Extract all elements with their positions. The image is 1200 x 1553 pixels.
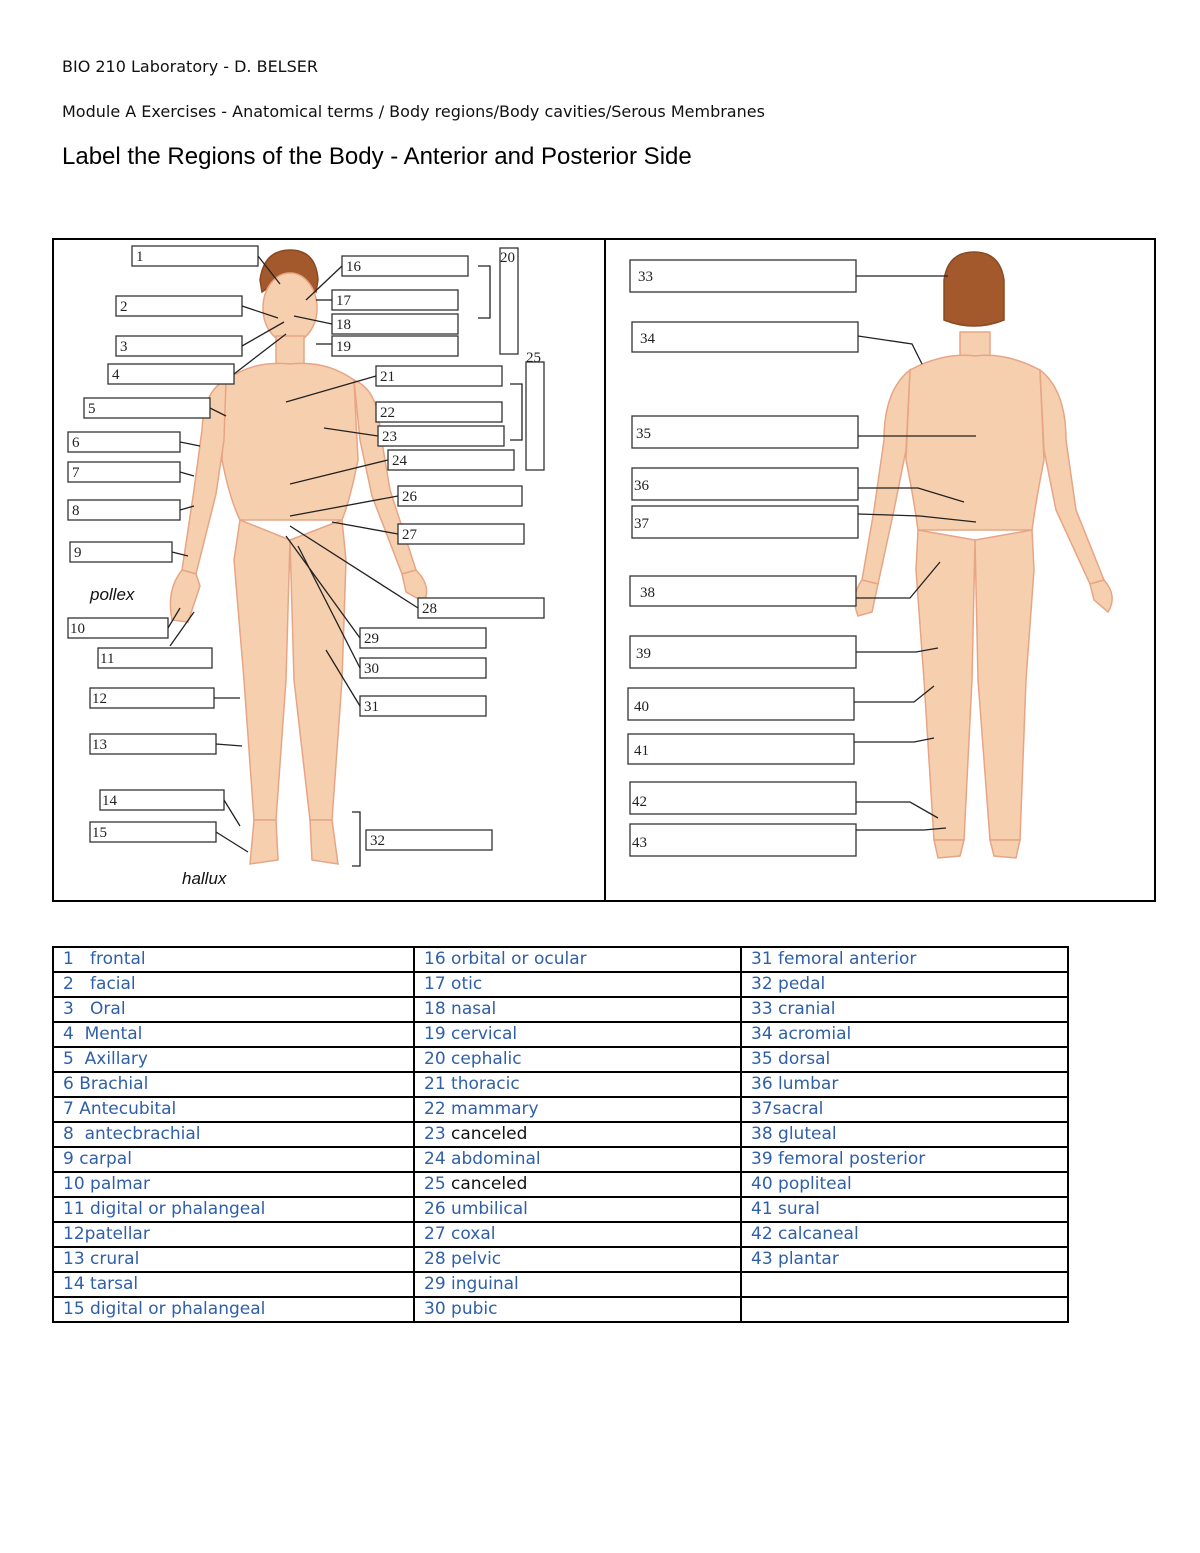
label-7: 7: [72, 465, 80, 481]
label-box-5[interactable]: [84, 398, 210, 418]
label-box-15[interactable]: [90, 822, 216, 842]
key-row: [53, 1047, 1068, 1072]
key-number: 35: [751, 1049, 773, 1069]
label-box-42[interactable]: [630, 782, 856, 814]
key-term: femoral anterior: [778, 949, 917, 969]
key-term: pelvic: [451, 1249, 502, 1269]
label-box-6[interactable]: [68, 432, 180, 452]
key-cell: [414, 1197, 741, 1222]
key-cell: [53, 1297, 414, 1322]
key-number: 12: [63, 1224, 85, 1244]
key-number: 38: [751, 1124, 773, 1144]
key-number: 19: [424, 1024, 446, 1044]
label-28: 28: [422, 601, 437, 617]
key-cell: [53, 1172, 414, 1197]
label-27: 27: [402, 527, 417, 543]
key-number: 23: [424, 1124, 446, 1144]
page-title: Label the Regions of the Body - Anterior and Posterior Side: [62, 143, 692, 170]
key-row: [53, 1147, 1068, 1172]
key-term: acromial: [778, 1024, 852, 1044]
key-term: popliteal: [778, 1174, 852, 1194]
label-33: 33: [638, 269, 653, 285]
label-40: 40: [634, 699, 649, 715]
key-row: [53, 1097, 1068, 1122]
key-number: 32: [751, 974, 773, 994]
key-number: 25: [424, 1174, 446, 1194]
label-43: 43: [632, 835, 647, 851]
label-box-21[interactable]: [376, 366, 502, 386]
label-box-28[interactable]: [418, 598, 544, 618]
key-number: 33: [751, 999, 773, 1019]
label-26: 26: [402, 489, 417, 505]
key-row: [53, 1272, 1068, 1297]
label-box-1[interactable]: [132, 246, 258, 266]
label-32: 32: [370, 833, 385, 849]
label-box-17[interactable]: [332, 290, 458, 310]
key-row: [53, 947, 1068, 972]
key-cell: [53, 947, 414, 972]
label-box-32[interactable]: [366, 830, 492, 850]
key-term: pedal: [778, 974, 826, 994]
key-number: 34: [751, 1024, 773, 1044]
key-term: calcaneal: [778, 1224, 859, 1244]
key-row: [53, 1022, 1068, 1047]
key-number: 2: [63, 974, 74, 994]
label-15: 15: [92, 825, 107, 841]
label-6: 6: [72, 435, 80, 451]
key-number: 16: [424, 949, 446, 969]
key-term: sural: [778, 1199, 820, 1219]
label-box-7[interactable]: [68, 462, 180, 482]
key-term: dorsal: [778, 1049, 831, 1069]
key-number: 5: [63, 1049, 74, 1069]
label-box-9[interactable]: [70, 542, 172, 562]
key-number: 4: [63, 1024, 74, 1044]
label-box-10[interactable]: [68, 618, 168, 638]
label-box-37[interactable]: [632, 506, 858, 538]
label-11: 11: [100, 651, 115, 667]
key-cell: [414, 947, 741, 972]
key-cell: [53, 1097, 414, 1122]
key-number: 3: [63, 999, 74, 1019]
key-cell: [53, 1197, 414, 1222]
key-cell: [414, 1147, 741, 1172]
label-21: 21: [380, 369, 395, 385]
posterior-body: [855, 252, 1112, 858]
label-box-14[interactable]: [100, 790, 224, 810]
key-term: Antecubital: [79, 1099, 177, 1119]
key-term: gluteal: [778, 1124, 837, 1144]
key-number: 36: [751, 1074, 773, 1094]
key-number: 20: [424, 1049, 446, 1069]
key-cell: [414, 1172, 741, 1197]
key-cell: [53, 1122, 414, 1147]
label-box-11[interactable]: [98, 648, 212, 668]
label-39: 39: [636, 646, 651, 662]
key-number: 41: [751, 1199, 773, 1219]
key-term: abdominal: [451, 1149, 541, 1169]
label-box-26[interactable]: [398, 486, 522, 506]
label-box-36[interactable]: [632, 468, 858, 500]
key-cell: [53, 1047, 414, 1072]
key-term: canceled: [451, 1124, 528, 1144]
key-cell: [741, 947, 1068, 972]
label-24: 24: [392, 453, 407, 469]
label-box-16[interactable]: [342, 256, 468, 276]
label-box-19[interactable]: [332, 336, 458, 356]
key-term: frontal: [79, 949, 146, 969]
label-10: 10: [70, 621, 85, 637]
label-37: 37: [634, 516, 649, 532]
key-term: thoracic: [451, 1074, 520, 1094]
key-number: 21: [424, 1074, 446, 1094]
key-row: [53, 1122, 1068, 1147]
key-term: femoral posterior: [778, 1149, 926, 1169]
key-cell: [414, 1072, 741, 1097]
label-20: 20: [500, 250, 515, 266]
posterior-label-boxes: [628, 260, 858, 856]
key-term: coxal: [451, 1224, 496, 1244]
label-box-25[interactable]: [526, 350, 544, 470]
key-cell: [741, 1172, 1068, 1197]
key-cell: [53, 1022, 414, 1047]
label-box-12[interactable]: [90, 688, 214, 708]
key-term: mammary: [451, 1099, 539, 1119]
key-cell: [741, 1222, 1068, 1247]
label-box-23[interactable]: [378, 426, 504, 446]
course-header: BIO 210 Laboratory - D. BELSER: [62, 57, 318, 76]
key-cell: [741, 1047, 1068, 1072]
key-cell: [741, 1247, 1068, 1272]
label-box-29[interactable]: [360, 628, 486, 648]
key-term: Oral: [79, 999, 126, 1019]
key-cell: [741, 972, 1068, 997]
key-row: [53, 1222, 1068, 1247]
key-cell: [414, 1222, 741, 1247]
key-number: 27: [424, 1224, 446, 1244]
key-number: 7: [63, 1099, 74, 1119]
key-number: 18: [424, 999, 446, 1019]
label-box-34[interactable]: [632, 322, 858, 352]
key-row: [53, 1172, 1068, 1197]
key-number: 24: [424, 1149, 446, 1169]
label-35: 35: [636, 426, 651, 442]
label-box-33[interactable]: [630, 260, 856, 292]
key-term: orbital or ocular: [451, 949, 587, 969]
key-cell: [741, 997, 1068, 1022]
key-term: digital or phalangeal: [90, 1199, 266, 1219]
key-term: cranial: [778, 999, 836, 1019]
label-31: 31: [364, 699, 379, 715]
label-box-41[interactable]: [628, 734, 854, 764]
key-row: [53, 1247, 1068, 1272]
label-29: 29: [364, 631, 379, 647]
key-cell: [741, 1072, 1068, 1097]
key-number: 28: [424, 1249, 446, 1269]
key-cell: [741, 1147, 1068, 1172]
key-term: tarsal: [90, 1274, 139, 1294]
label-23: 23: [382, 429, 397, 445]
key-cell: [741, 1022, 1068, 1047]
label-box-43[interactable]: [630, 824, 856, 856]
label-box-13[interactable]: [90, 734, 216, 754]
key-term: palmar: [90, 1174, 150, 1194]
key-term: Mental: [79, 1024, 143, 1044]
key-term: plantar: [778, 1249, 839, 1269]
key-number: 29: [424, 1274, 446, 1294]
key-number: 13: [63, 1249, 85, 1269]
label-38: 38: [640, 585, 655, 601]
key-term: antecbrachial: [79, 1124, 201, 1144]
key-cell: [53, 1272, 414, 1297]
key-term: facial: [79, 974, 136, 994]
key-row: [53, 1072, 1068, 1097]
label-box-39[interactable]: [630, 636, 856, 668]
key-row: [53, 1297, 1068, 1322]
key-cell: [741, 1122, 1068, 1147]
body-diagram: [54, 240, 1154, 900]
label-box-24[interactable]: [388, 450, 514, 470]
key-row: [53, 972, 1068, 997]
key-term: Brachial: [79, 1074, 149, 1094]
key-term: carpal: [79, 1149, 132, 1169]
label-box-38[interactable]: [630, 576, 856, 606]
label-17: 17: [336, 293, 351, 309]
key-cell: [414, 1047, 741, 1072]
key-number: 1: [63, 949, 74, 969]
key-row: [53, 997, 1068, 1022]
key-term: Axillary: [79, 1049, 148, 1069]
key-cell: [414, 972, 741, 997]
key-cell: [53, 997, 414, 1022]
label-9: 9: [74, 545, 82, 561]
key-term: patellar: [84, 1224, 150, 1244]
label-box-2[interactable]: [116, 296, 242, 316]
pollex-label: pollex: [90, 585, 135, 604]
label-36: 36: [634, 478, 649, 494]
key-number: 40: [751, 1174, 773, 1194]
label-2: 2: [120, 299, 128, 315]
key-cell: [741, 1272, 1068, 1297]
label-14: 14: [102, 793, 117, 809]
key-term: pubic: [451, 1299, 498, 1319]
label-box-3[interactable]: [116, 336, 242, 356]
label-box-27[interactable]: [398, 524, 524, 544]
key-term: canceled: [451, 1174, 528, 1194]
key-term: digital or phalangeal: [90, 1299, 266, 1319]
key-term: sacral: [772, 1099, 824, 1119]
key-cell: [414, 1297, 741, 1322]
module-header: Module A Exercises - Anatomical terms / Body regions/Body cavities/Serous Membranes: [62, 102, 765, 121]
label-8: 8: [72, 503, 80, 519]
key-cell: [741, 1297, 1068, 1322]
key-cell: [414, 1122, 741, 1147]
label-19: 19: [336, 339, 351, 355]
label-16: 16: [346, 259, 361, 275]
region-key-table: [52, 946, 1069, 1323]
key-number: 42: [751, 1224, 773, 1244]
label-box-35[interactable]: [632, 416, 858, 448]
key-cell: [53, 1147, 414, 1172]
key-cell: [53, 1247, 414, 1272]
label-13: 13: [92, 737, 107, 753]
key-cell: [53, 1222, 414, 1247]
key-term: lumbar: [778, 1074, 839, 1094]
label-22: 22: [380, 405, 395, 421]
label-18: 18: [336, 317, 351, 333]
key-cell: [53, 972, 414, 997]
key-number: 22: [424, 1099, 446, 1119]
label-box-40[interactable]: [628, 688, 854, 720]
label-12: 12: [92, 691, 107, 707]
key-number: 15: [63, 1299, 85, 1319]
key-number: 6: [63, 1074, 74, 1094]
key-term: cervical: [451, 1024, 518, 1044]
key-number: 14: [63, 1274, 85, 1294]
label-42: 42: [632, 794, 647, 810]
key-term: cephalic: [451, 1049, 522, 1069]
key-cell: [414, 1272, 741, 1297]
label-5: 5: [88, 401, 96, 417]
key-term: crural: [90, 1249, 140, 1269]
label-41: 41: [634, 743, 649, 759]
key-number: 17: [424, 974, 446, 994]
key-cell: [414, 997, 741, 1022]
label-1: 1: [136, 249, 144, 265]
hallux-label: hallux: [182, 869, 227, 888]
label-box-18[interactable]: [332, 314, 458, 334]
key-cell: [414, 1097, 741, 1122]
label-box-22[interactable]: [376, 402, 502, 422]
label-box-20[interactable]: [500, 248, 518, 354]
key-number: 11: [63, 1199, 85, 1219]
key-number: 37: [751, 1099, 773, 1119]
key-term: otic: [451, 974, 483, 994]
key-term: umbilical: [451, 1199, 528, 1219]
label-25: 25: [526, 350, 541, 366]
label-box-4[interactable]: [108, 364, 234, 384]
key-row: [53, 1197, 1068, 1222]
label-4: 4: [112, 367, 120, 383]
label-34: 34: [640, 331, 655, 347]
label-box-30[interactable]: [360, 658, 486, 678]
key-number: 30: [424, 1299, 446, 1319]
key-number: 39: [751, 1149, 773, 1169]
key-cell: [53, 1072, 414, 1097]
label-3: 3: [120, 339, 128, 355]
key-number: 8: [63, 1124, 74, 1144]
body-regions-figure: [52, 238, 1156, 902]
key-term: inguinal: [451, 1274, 519, 1294]
key-cell: [414, 1022, 741, 1047]
key-number: 43: [751, 1249, 773, 1269]
key-number: 10: [63, 1174, 85, 1194]
key-term: nasal: [451, 999, 497, 1019]
key-number: 31: [751, 949, 773, 969]
label-box-8[interactable]: [68, 500, 180, 520]
key-number: 26: [424, 1199, 446, 1219]
key-number: 9: [63, 1149, 74, 1169]
key-cell: [741, 1197, 1068, 1222]
key-cell: [414, 1247, 741, 1272]
key-cell: [741, 1097, 1068, 1122]
label-box-31[interactable]: [360, 696, 486, 716]
label-30: 30: [364, 661, 379, 677]
